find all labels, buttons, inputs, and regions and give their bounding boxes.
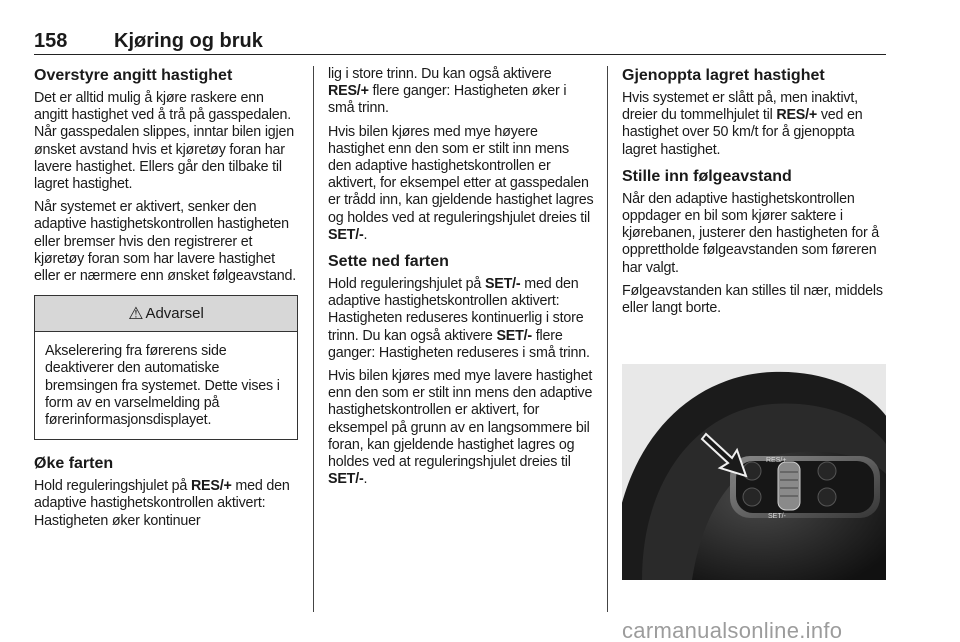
column-1 <box>34 66 298 536</box>
paragraph: Hvis systemet er slått på, men inaktivt, dreier du tommelhjulet til RES/+ ved en hastighet over 50 km/t for å gjenoppta lagret hastighet. <box>622 90 863 158</box>
section-title-following-distance: Stille inn følgeavstand <box>622 167 792 185</box>
paragraph: lig i store trinn. Du kan også aktivere RES/+ flere ganger: Hastigheten øker i små trinn. <box>328 66 567 117</box>
paragraph: Hvis bilen kjøres med mye høyere hastighet enn den som er stilt inn mens den adaptive hastighetskontrollen er aktivert, for eksempel etter at gasspedalen er trådd inn, kan gjeldende hastighet lagres og holdes ved at reguleringshjulet dreies til SET/-. <box>328 123 594 243</box>
column-2 <box>328 66 594 494</box>
section-title-override-speed: Overstyre angitt hastighet <box>34 67 233 84</box>
warning-text: Akselerering fra førerens side deaktiverer den automatiske bremsingen fra systemet. Dette vises i form av en varselmelding på førerinformasjonsdisplayet. <box>45 343 280 429</box>
paragraph: Når systemet er aktivert, senker den adaptive hastighetskontrollen hastigheten eller bremser hvis den registrerer et kjøretøy foran som har lavere hastighet eller er nærmere enn ønsket følgeavstand. <box>34 199 296 285</box>
paragraph: Når den adaptive hastighetskontrollen oppdager en bil som kjører saktere i kjørebanen, justerer den hastigheten for å opprettholde følgeavstanden som føreren har valgt. <box>622 190 880 276</box>
column-divider-1 <box>313 66 314 612</box>
paragraph: Hold reguleringshjulet på RES/+ med den adaptive hastighetskontrollen aktivert: Hastigheten øker kontinuer <box>34 478 290 529</box>
paragraph: Hold reguleringshjulet på SET/- med den adaptive hastighetskontrollen aktivert: Hastigheten reduseres kontinuerlig i store trinn. Du kan også aktivere SET/- flere ganger: Hastigheten reduseres i små trinn. <box>328 276 590 361</box>
section-title-increase-speed: Øke farten <box>34 455 114 473</box>
chapter-title: Kjøring og bruk <box>114 30 263 52</box>
paragraph: Det er alltid mulig å kjøre raskere enn angitt hastighet ved å trå på gasspedalen. Når gasspedalen slippes, inntar bilen igjen ønsket avstand hvis et kjøretøy foran har lavere hastighet. Ellers går den tilbake til lagret hastighet. <box>34 90 295 193</box>
warning-title: Advarsel <box>145 305 204 323</box>
set-label: SET/- <box>768 513 786 520</box>
paragraph: Hvis bilen kjøres med mye lavere hastighet enn den som er stilt inn mens den adaptive hastighetskontrollen er aktivert, for eksempel på grunn av en langsommere bil foran, kan gjeldende hastighet lagres og holdes ved at reguleringshjulet dreies til SET/-. <box>328 368 593 488</box>
res-label: RES/+ <box>766 457 787 464</box>
page-header <box>34 30 886 54</box>
steering-wheel-illustration <box>622 364 886 580</box>
section-title-reduce-speed: Sette ned farten <box>328 253 449 271</box>
warning-triangle-icon: ⚠ <box>128 303 144 323</box>
page-number: 158 <box>34 30 68 52</box>
watermark: carmanualsonline.info <box>622 618 843 642</box>
warning-body <box>35 332 297 439</box>
section-title-resume-speed: Gjenoppta lagret hastighet <box>622 67 825 84</box>
column-3 <box>622 66 886 323</box>
warning-header <box>35 296 297 332</box>
paragraph: Følgeavstanden kan stilles til nær, middels eller langt borte. <box>622 282 883 317</box>
steering-wheel-photo <box>622 364 886 580</box>
warning-box <box>34 295 298 440</box>
header-rule <box>34 54 886 55</box>
column-divider-2 <box>607 66 608 612</box>
